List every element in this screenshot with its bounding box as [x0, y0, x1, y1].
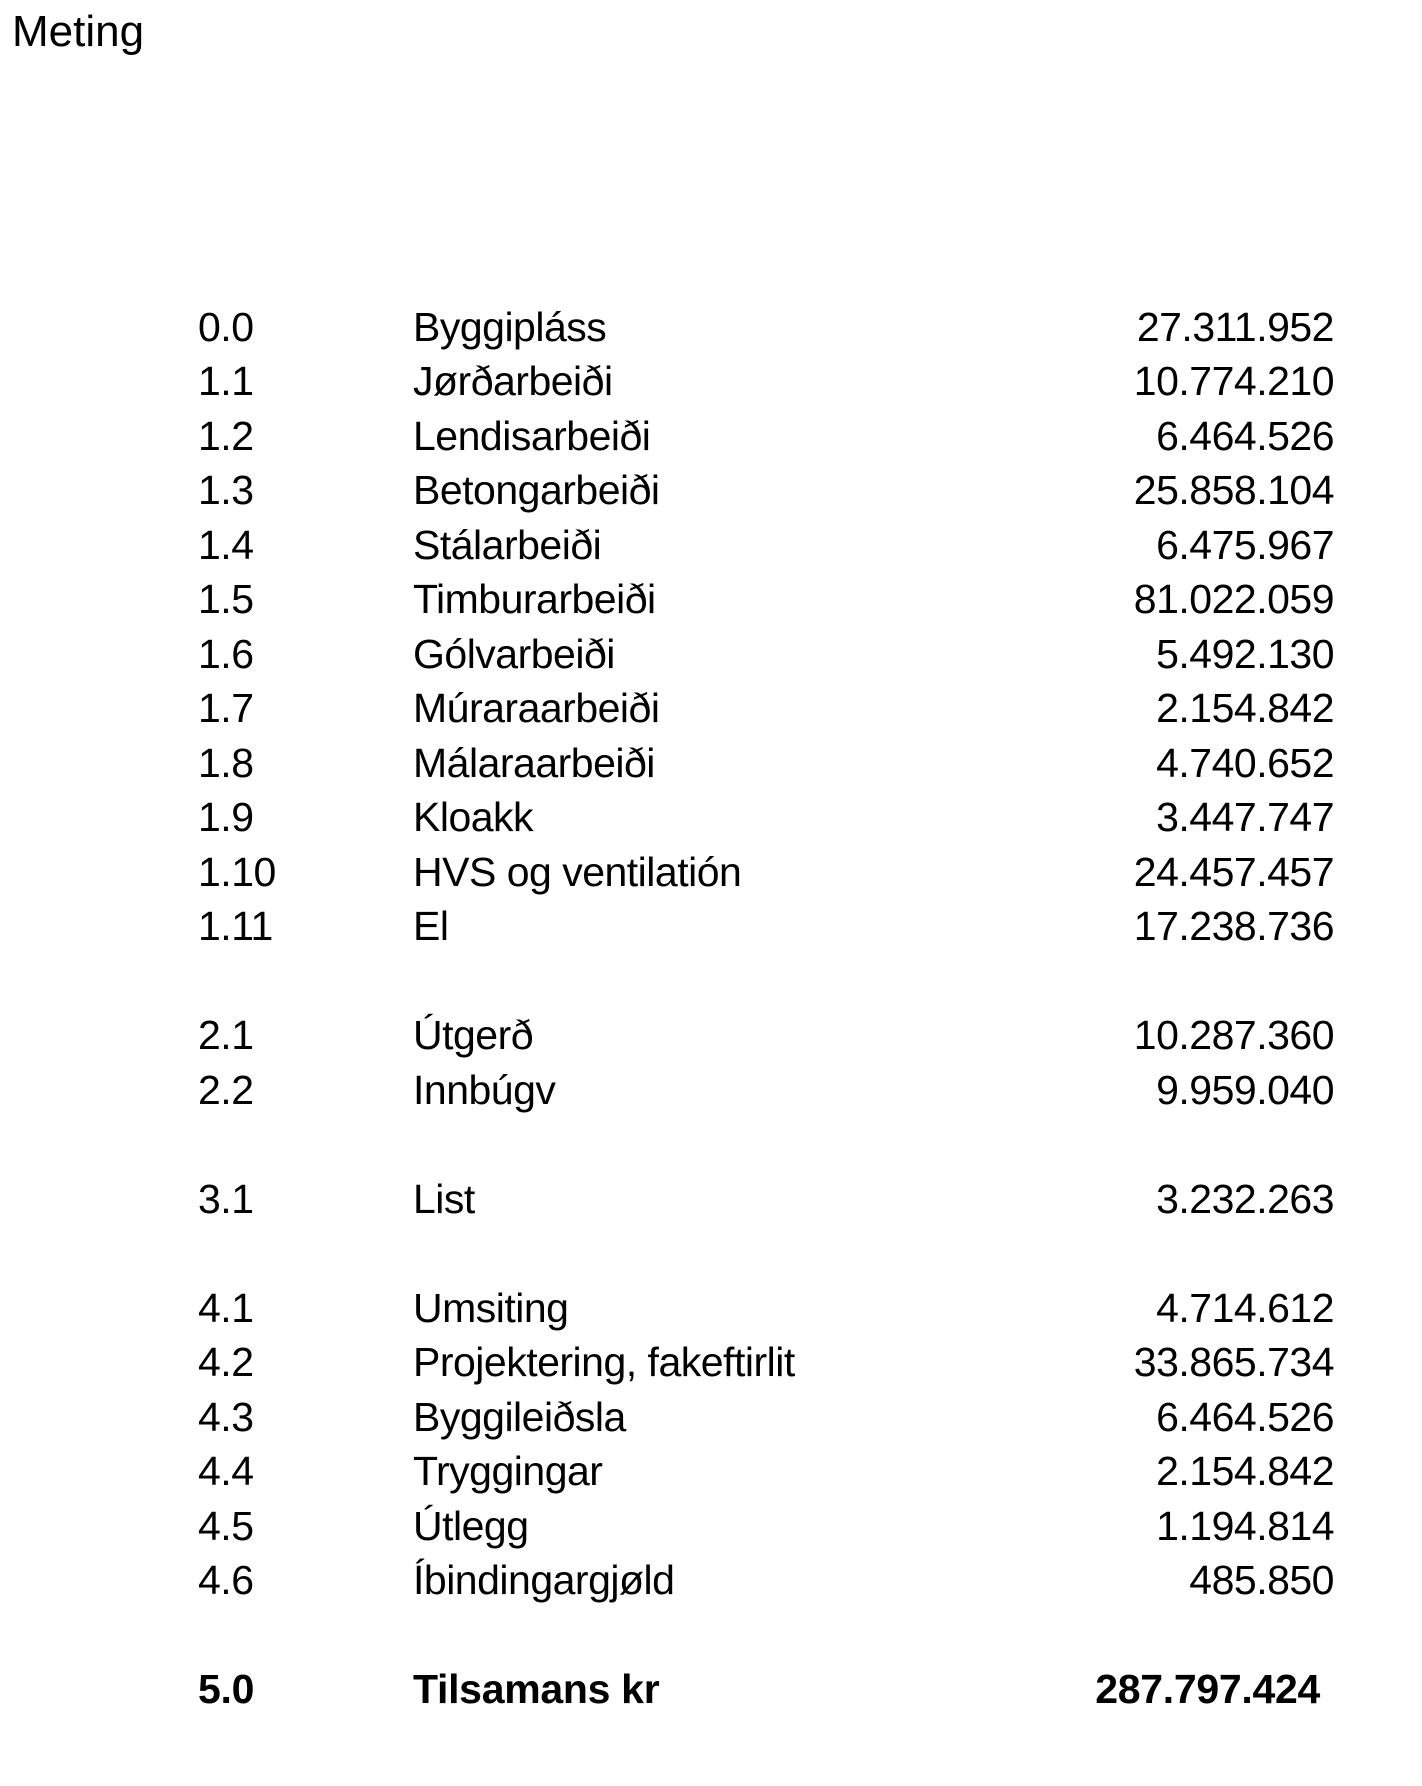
row-amount: 10.287.360 [1133, 1012, 1334, 1059]
table-row [198, 409, 1334, 464]
table-row [198, 300, 1334, 355]
table-row [198, 464, 1334, 519]
row-amount: 25.858.104 [1133, 467, 1334, 514]
table-row [198, 1172, 1334, 1227]
table-row [198, 627, 1334, 682]
table-row [198, 518, 1334, 573]
row-name: Kloakk [413, 794, 534, 841]
row-amount: 5.492.130 [1156, 630, 1334, 677]
row-name: Byggileiðsla [413, 1393, 626, 1440]
row-name: Byggipláss [413, 303, 607, 350]
row-amount: 4.740.652 [1156, 739, 1334, 786]
row-code: 4.5 [198, 1502, 254, 1549]
row-name: Stálarbeiði [413, 521, 602, 568]
row-name: Tryggingar [413, 1448, 603, 1495]
table-row [198, 1445, 1334, 1500]
row-name: El [413, 903, 449, 950]
group-spacer [198, 1118, 1334, 1173]
total-code: 5.0 [198, 1666, 255, 1713]
total-name: Tilsamans kr [413, 1666, 660, 1713]
row-code: 3.1 [198, 1175, 254, 1222]
row-name: Málaraarbeiði [413, 739, 655, 786]
row-amount: 81.022.059 [1133, 576, 1334, 623]
row-name: Lendisarbeiði [413, 412, 651, 459]
table-row [198, 1336, 1334, 1391]
group-spacer [198, 1227, 1334, 1282]
row-code: 1.3 [198, 467, 254, 514]
table-row [198, 1009, 1334, 1064]
row-name: List [413, 1175, 475, 1222]
table-row [198, 1554, 1334, 1609]
row-code: 1.7 [198, 685, 254, 732]
row-name: Múraraarbeiði [413, 685, 660, 732]
table-row [198, 1499, 1334, 1554]
row-name: Innbúgv [413, 1066, 556, 1113]
row-amount: 27.311.952 [1136, 303, 1334, 350]
total-amount: 287.797.424 [1095, 1666, 1320, 1713]
row-code: 1.5 [198, 576, 254, 623]
table-row [198, 573, 1334, 628]
row-name: Timburarbeiði [413, 576, 656, 623]
table-row [198, 355, 1334, 410]
row-name: Útgerð [413, 1012, 534, 1059]
row-name: Projektering, fakeftirlit [413, 1339, 795, 1386]
row-name: Gólvarbeiði [413, 630, 615, 677]
row-name: Útlegg [413, 1502, 529, 1549]
row-code: 1.4 [198, 521, 254, 568]
page-title: Meting [12, 7, 145, 56]
row-name: Jørðarbeiði [413, 358, 613, 405]
row-name: HVS og ventilatión [413, 848, 742, 895]
group-spacer [198, 954, 1334, 1009]
row-name: Íbindingargjøld [413, 1557, 675, 1604]
row-amount: 3.232.263 [1156, 1175, 1334, 1222]
row-code: 1.1 [198, 358, 254, 405]
row-amount: 6.464.526 [1156, 412, 1334, 459]
table-row [198, 845, 1334, 900]
total-row [198, 1663, 1334, 1718]
row-code: 4.3 [198, 1393, 254, 1440]
row-amount: 4.714.612 [1156, 1284, 1334, 1331]
table-row [198, 682, 1334, 737]
group-spacer [198, 1608, 1334, 1663]
row-code: 2.2 [198, 1066, 254, 1113]
row-amount: 2.154.842 [1156, 685, 1334, 732]
table-row [198, 1281, 1334, 1336]
row-code: 4.4 [198, 1448, 254, 1495]
row-code: 0.0 [198, 303, 254, 350]
row-amount: 485.850 [1189, 1557, 1334, 1604]
row-amount: 10.774.210 [1133, 358, 1334, 405]
row-amount: 17.238.736 [1133, 903, 1334, 950]
row-code: 4.6 [198, 1557, 254, 1604]
row-code: 1.10 [198, 848, 276, 895]
row-amount: 33.865.734 [1133, 1339, 1334, 1386]
row-amount: 6.464.526 [1156, 1393, 1334, 1440]
row-amount: 2.154.842 [1156, 1448, 1334, 1495]
row-amount: 1.194.814 [1156, 1502, 1334, 1549]
row-name: Umsiting [413, 1284, 569, 1331]
row-amount: 9.959.040 [1156, 1066, 1334, 1113]
row-amount: 3.447.747 [1156, 794, 1334, 841]
table-row [198, 1063, 1334, 1118]
table-row [198, 791, 1334, 846]
row-code: 1.6 [198, 630, 254, 677]
row-code: 4.1 [198, 1284, 254, 1331]
table-row [198, 900, 1334, 955]
row-amount: 6.475.967 [1156, 521, 1334, 568]
row-code: 1.8 [198, 739, 254, 786]
row-code: 1.9 [198, 794, 254, 841]
row-code: 4.2 [198, 1339, 254, 1386]
row-amount: 24.457.457 [1133, 848, 1334, 895]
table-row [198, 1390, 1334, 1445]
row-name: Betongarbeiði [413, 467, 660, 514]
row-code: 1.11 [198, 903, 273, 950]
row-code: 1.2 [198, 412, 254, 459]
cost-table [198, 300, 1334, 1717]
table-row [198, 736, 1334, 791]
row-code: 2.1 [198, 1012, 254, 1059]
